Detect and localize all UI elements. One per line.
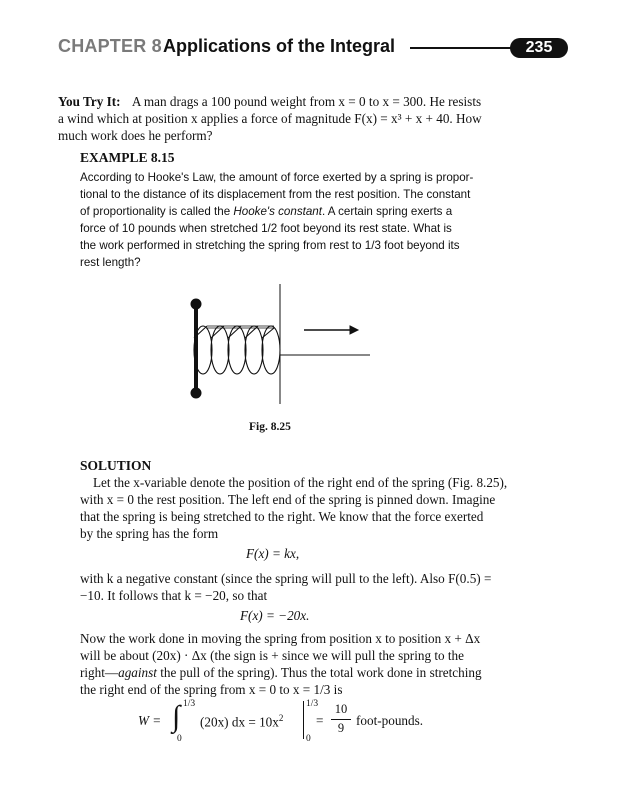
equation-force-value: F(x) = −20x.: [240, 608, 310, 623]
integrand-text: (20x) dx = 10x: [200, 714, 279, 730]
chapter-title: Applications of the Integral: [163, 36, 396, 56]
solution-p1-line-2: with x = 0 the rest position. The left end of the spring is pinned down. Imagine: [80, 492, 496, 507]
units-label: foot-pounds.: [356, 713, 424, 728]
you-try-it-line-1: [58, 93, 496, 110]
fraction-bar: [331, 719, 351, 720]
solution-p3-line-3-post: the pull of the spring). Thus the total work done in stretching: [156, 665, 482, 680]
solution-p3-line-2: will be about (20x) · Δx (the sign is + since we will pull the spring to the: [80, 648, 465, 663]
chapter-label: CHAPTER 8: [58, 36, 162, 56]
integral-sign: ∫: [172, 700, 181, 733]
example-line-3-post: . A certain spring exerts a: [321, 205, 453, 218]
top-pin: [191, 299, 201, 309]
equation-force-form: F(x) = kx,: [246, 546, 300, 561]
integral-lower-limit: 0: [177, 734, 182, 744]
figure-caption: Fig. 8.25: [249, 421, 291, 433]
you-try-it-label: You Try It:: [58, 94, 121, 109]
spring-coils: [194, 326, 280, 374]
solution-p2-line-2: −10. It follows that k = −20, so that: [80, 588, 268, 603]
evaluation-bar: [303, 701, 304, 739]
direction-arrow-head: [350, 326, 358, 334]
you-try-it-text-1: A man drags a 100 pound weight from x = 0 to x = 300. He resists: [131, 94, 482, 109]
example-line-5: the work performed in stretching the spring from rest to 1/3 foot beyond its: [80, 239, 460, 252]
against-emphasis: against: [118, 665, 157, 680]
solution-p1-line-3: that the spring is being stretched to the right. We know that the force exerted: [80, 509, 484, 524]
example-line-3-pre: of proportionality is called the: [80, 205, 234, 218]
equals-sign: =: [316, 713, 324, 728]
you-try-it-line-2: a wind which at position x applies a force of magnitude F(x) = x³ + x + 40. How: [58, 111, 482, 126]
solution-p1-line-4: by the spring has the form: [80, 526, 219, 541]
fraction-numerator: 10: [334, 702, 348, 716]
evaluation-lower-limit: 0: [306, 734, 311, 744]
antiderivative-exponent: 2: [278, 713, 284, 723]
header-rule: [410, 47, 520, 49]
solution-p3-line-4: the right end of the spring from x = 0 to x = 1/3 is: [80, 682, 343, 697]
work-lhs: W =: [138, 713, 162, 728]
example-line-3: [80, 203, 452, 220]
solution-p3-line-3-pre: right—: [80, 665, 119, 680]
example-heading: EXAMPLE 8.15: [80, 150, 175, 165]
integral-upper-limit: 1/3: [183, 699, 196, 709]
example-line-1: According to Hooke's Law, the amount of force exerted by a spring is propor-: [80, 171, 474, 184]
solution-p2-line-1: with k a negative constant (since the spring will pull to the left). Also F(0.5) =: [80, 571, 492, 586]
you-try-it-line-3: much work does he perform?: [58, 128, 213, 143]
integrand-and-antiderivative: [200, 713, 283, 730]
fraction-denominator: 9: [337, 721, 345, 735]
spring-figure: [170, 280, 380, 410]
example-line-2: tional to the distance of its displacement from the rest position. The constant: [80, 188, 471, 201]
solution-heading: SOLUTION: [80, 458, 152, 473]
evaluation-upper-limit: 1/3: [306, 699, 319, 709]
solution-p1-line-1: Let the x-variable denote the position of the right end of the spring (Fig. 8.25),: [93, 475, 508, 490]
page-number-badge: 235: [510, 38, 568, 58]
solution-p3-line-3: [80, 664, 482, 681]
bottom-pin: [191, 388, 201, 398]
hookes-constant-term: Hooke's constant: [233, 205, 322, 218]
solution-p3-line-1: Now the work done in moving the spring from position x to position x + Δx: [80, 631, 481, 646]
example-line-6: rest length?: [80, 256, 141, 269]
example-line-4: force of 10 pounds when stretched 1/2 foot beyond its rest state. What is: [80, 222, 452, 235]
